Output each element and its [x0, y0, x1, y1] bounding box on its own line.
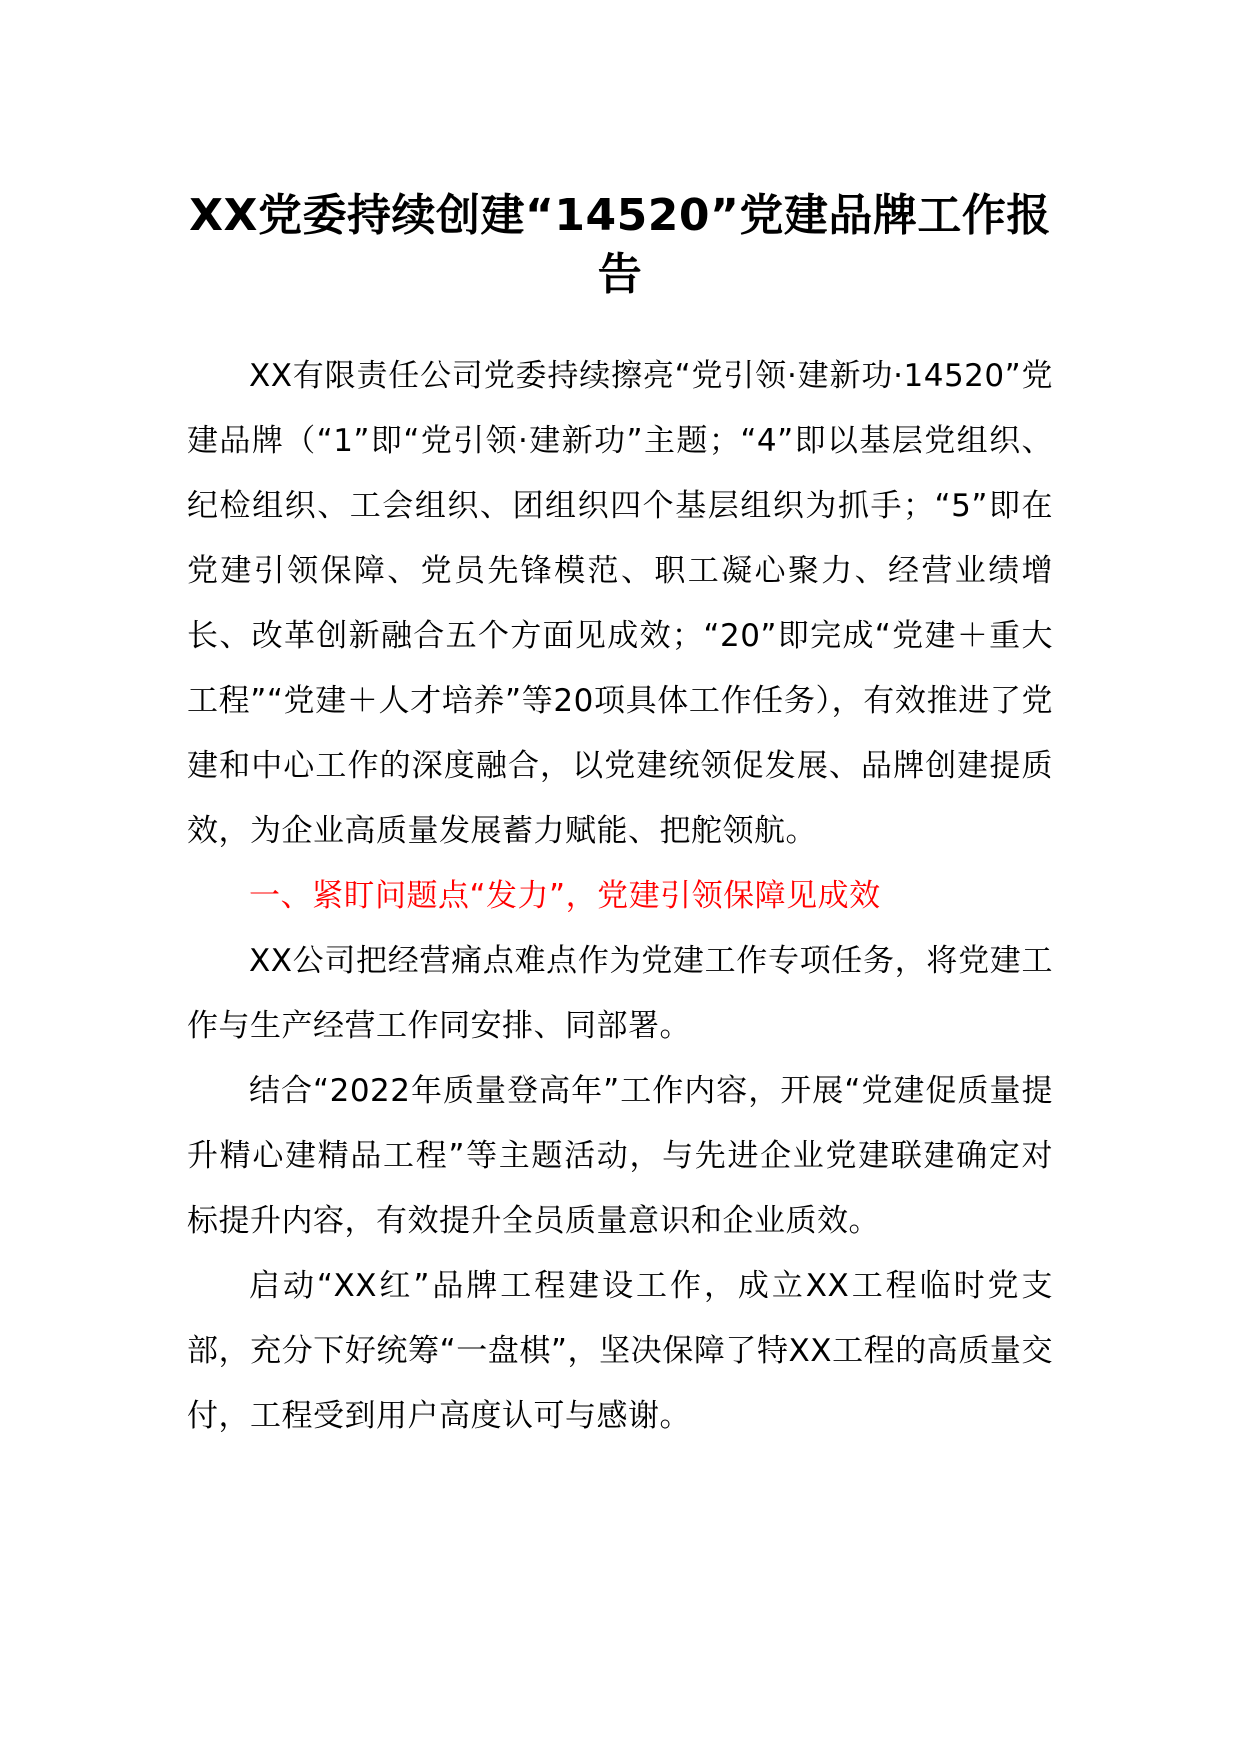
section-1-paragraph-3: 启动“XX红”品牌工程建设工作，成立XX工程临时党支部，充分下好统筹“一盘棋”，坚决保障了特XX工程的高质量交付，工程受到用户高度认可与感谢。 — [187, 1268, 1053, 1434]
section-heading-1: 一、紧盯问题点“发力”，党建引领保障见成效 — [249, 878, 881, 914]
document-body — [187, 344, 1053, 1449]
document-title: XX党委持续创建“14520”党建品牌工作报告 — [189, 190, 1051, 300]
intro-paragraph: XX有限责任公司党委持续擦亮“党引领·建新功·14520”党建品牌（“1”即“党引领·建新功”主题；“4”即以基层党组织、纪检组织、工会组织、团组织四个基层组织为抓手；“5”即在党建引领保障、党员先锋模范、职工凝心聚力、经营业绩增长、改革创新融合五个方面见成效；“20”即完成“党建＋重大工程”“党建＋人才培养”等20项具体工作任务），有效推进了党建和中心工作的深度融合，以党建统领促发展、品牌创建提质效，为企业高质量发展蓄力赋能、把舵领航。 — [187, 358, 1053, 849]
section-1-paragraph-2: 结合“2022年质量登高年”工作内容，开展“党建促质量提升精心建精品工程”等主题活动，与先进企业党建联建确定对标提升内容，有效提升全员质量意识和企业质效。 — [187, 1073, 1053, 1239]
document-page — [187, 186, 1053, 1449]
section-1-paragraph-1: XX公司把经营痛点难点作为党建工作专项任务，将党建工作与生产经营工作同安排、同部署。 — [187, 943, 1053, 1044]
